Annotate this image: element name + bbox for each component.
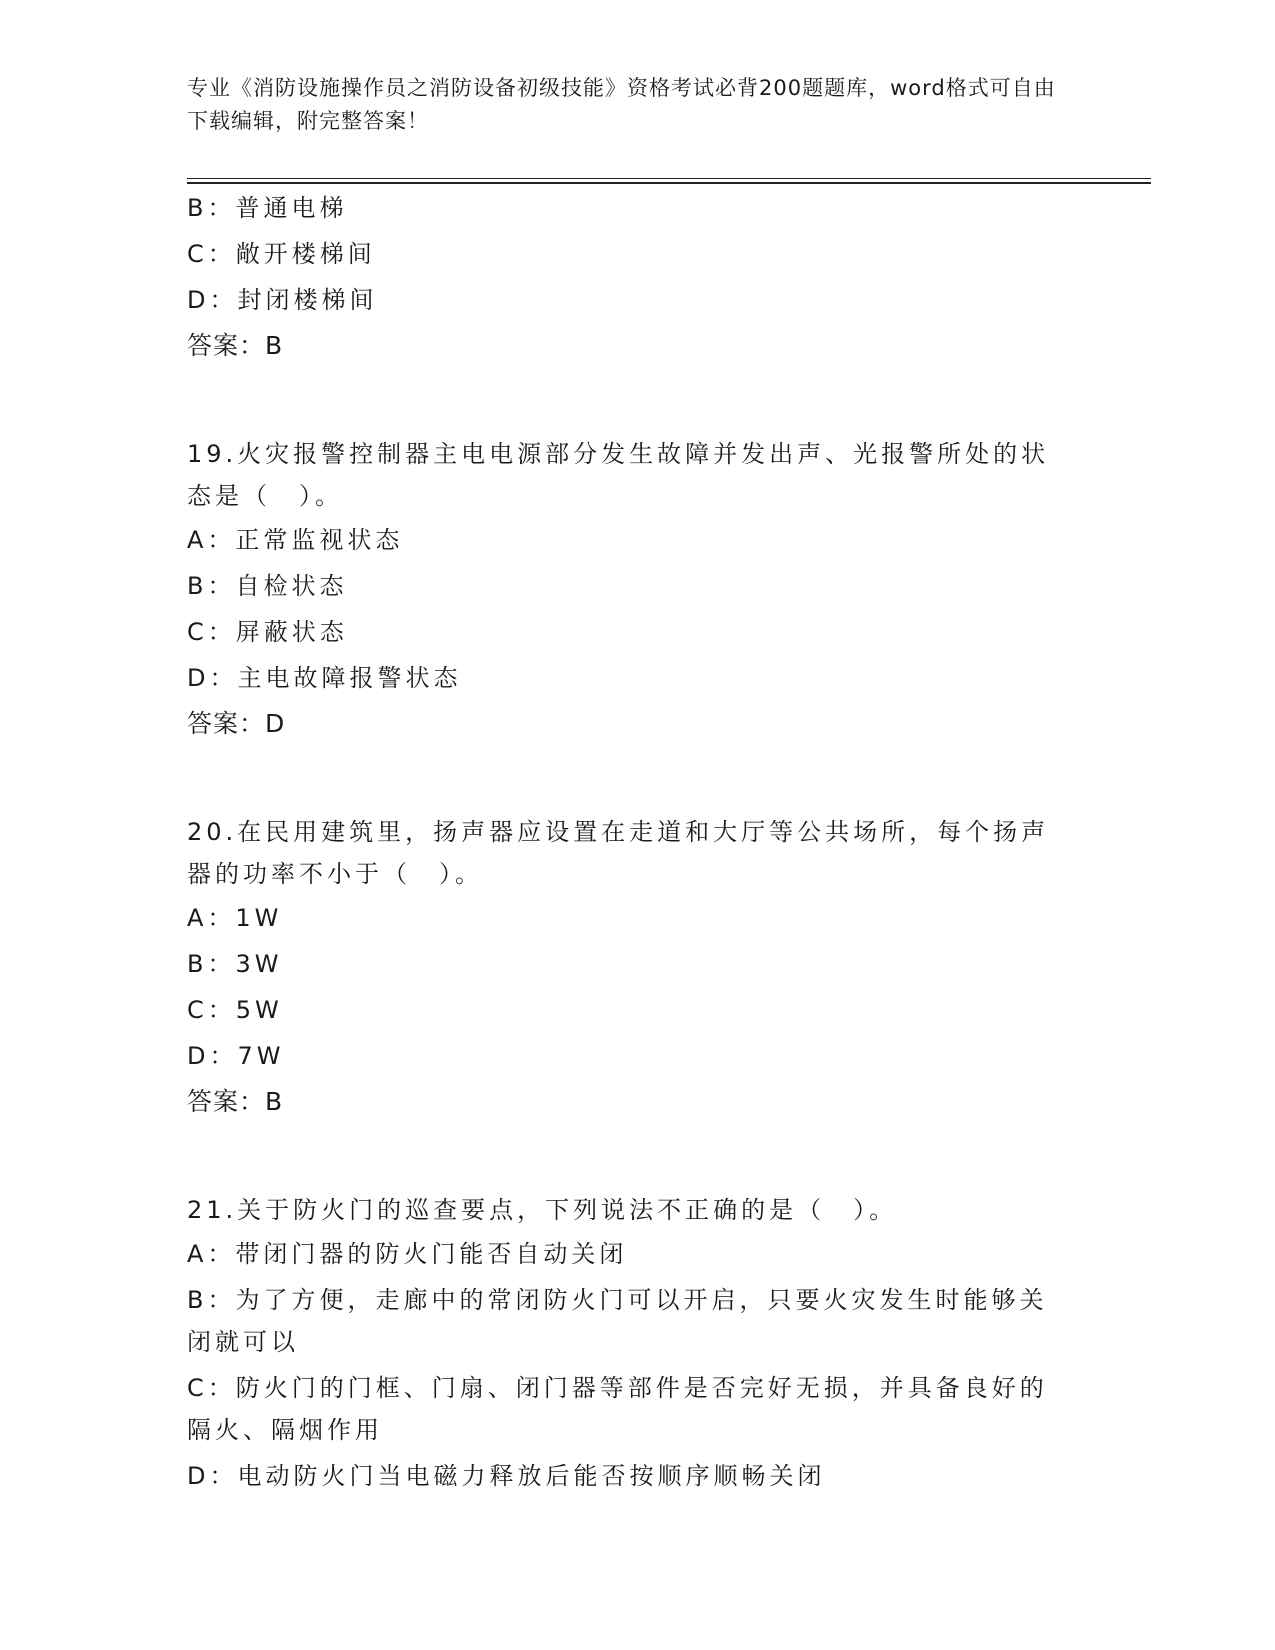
option-d: D：7W	[187, 1042, 285, 1070]
option-a: A：带闭门器的防火门能否自动关闭	[187, 1240, 628, 1268]
option-b: B：3W	[187, 950, 283, 978]
question-title: 20.在民用建筑里，扬声器应设置在走道和大厅等公共场所，每个扬声器的功率不小于（ ）。	[187, 818, 1050, 888]
option-c: C：敞开楼梯间	[187, 240, 376, 268]
option-a: A：1W	[187, 904, 283, 932]
answer-line: 答案：B	[187, 331, 284, 360]
question-list	[187, 185, 1087, 1499]
option-a: A：正常监视状态	[187, 526, 404, 554]
question-20	[187, 809, 1087, 1125]
header-divider-thick	[187, 182, 1151, 184]
option-d: D：主电故障报警状态	[187, 664, 462, 692]
option-d: D：电动防火门当电磁力释放后能否按顺序顺畅关闭	[187, 1462, 826, 1490]
option-b: B：自检状态	[187, 572, 348, 600]
option-c: C：5W	[187, 996, 283, 1024]
option-b: B：为了方便，走廊中的常闭防火门可以开启，只要火灾发生时能够关闭就可以	[187, 1286, 1048, 1356]
option-b: B：普通电梯	[187, 194, 348, 222]
question-19	[187, 431, 1087, 747]
question-title: 19.火灾报警控制器主电电源部分发生故障并发出声、光报警所处的状态是（ ）。	[187, 440, 1050, 510]
answer-line: 答案：D	[187, 709, 286, 738]
spacer	[187, 747, 1087, 809]
question-18	[187, 185, 1087, 369]
spacer	[187, 369, 1087, 431]
question-21	[187, 1187, 1087, 1499]
header-divider-thin	[187, 178, 1151, 179]
spacer	[187, 1125, 1087, 1187]
option-d: D：封闭楼梯间	[187, 286, 378, 314]
option-c: C：防火门的门框、门扇、闭门器等部件是否完好无损，并具备良好的隔火、隔烟作用	[187, 1374, 1048, 1444]
answer-line: 答案：B	[187, 1087, 284, 1116]
question-title: 21.关于防火门的巡查要点，下列说法不正确的是（ ）。	[187, 1196, 898, 1224]
option-c: C：屏蔽状态	[187, 618, 348, 646]
document-header: 专业《消防设施操作员之消防设备初级技能》资格考试必背200题题库，word格式可自由下载编辑，附完整答案！	[187, 76, 1056, 133]
